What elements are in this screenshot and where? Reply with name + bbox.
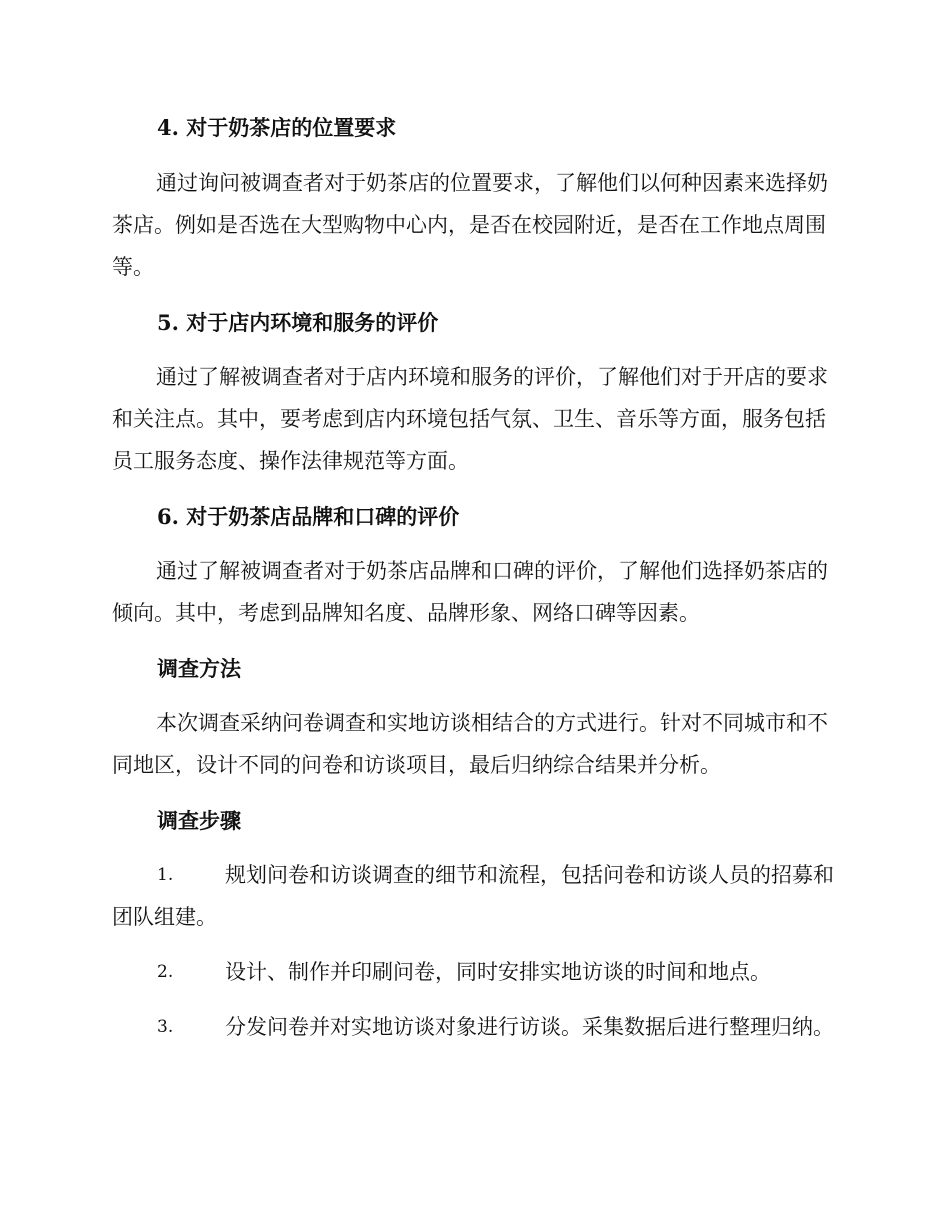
step-number: 2. [157,962,174,982]
section-heading-survey-steps: 调查步骤 [157,808,241,833]
list-item-step-2 [112,951,834,993]
step-text: 分发问卷并对实地访谈对象进行访谈。采集数据后进行整理归纳。 [225,1015,834,1039]
step-text: 设计、制作并印刷问卷，同时安排实地访谈的时间和地点。 [225,960,771,984]
list-item-step-3 [112,1006,834,1048]
step-number: 3. [157,1017,174,1037]
section-body-brand-reputation: 通过了解被调查者对于奶茶店品牌和口碑的评价，了解他们选择奶茶店的倾向。其中，考虑到品牌知名度、品牌形象、网络口碑等因素。 [112,559,828,625]
section-body-environment-service: 通过了解被调查者对于店内环境和服务的评价，了解他们对于开店的要求和关注点。其中，要考虑到店内环境包括气氛、卫生、音乐等方面，服务包括员工服务态度、操作法律规范等方面。 [112,365,828,473]
section-heading-location: 4. 对于奶茶店的位置要求 [157,115,397,140]
section-heading-environment-service: 5. 对于店内环境和服务的评价 [157,310,439,335]
list-item-step-1 [112,854,834,938]
section-body-survey-method: 本次调查采纳问卷调查和实地访谈相结合的方式进行。针对不同城市和不同地区，设计不同的问卷和访谈项目，最后归纳综合结果并分析。 [112,711,828,777]
section-heading-survey-method: 调查方法 [157,656,241,681]
step-text: 规划问卷和访谈调查的细节和流程，包括问卷和访谈人员的招募和团队组建。 [112,863,834,929]
section-body-location: 通过询问被调查者对于奶茶店的位置要求，了解他们以何种因素来选择奶茶店。例如是否选在大型购物中心内，是否在校园附近，是否在工作地点周围等。 [112,171,828,279]
step-number: 1. [157,865,174,885]
section-heading-brand-reputation: 6. 对于奶茶店品牌和口碑的评价 [157,504,460,529]
